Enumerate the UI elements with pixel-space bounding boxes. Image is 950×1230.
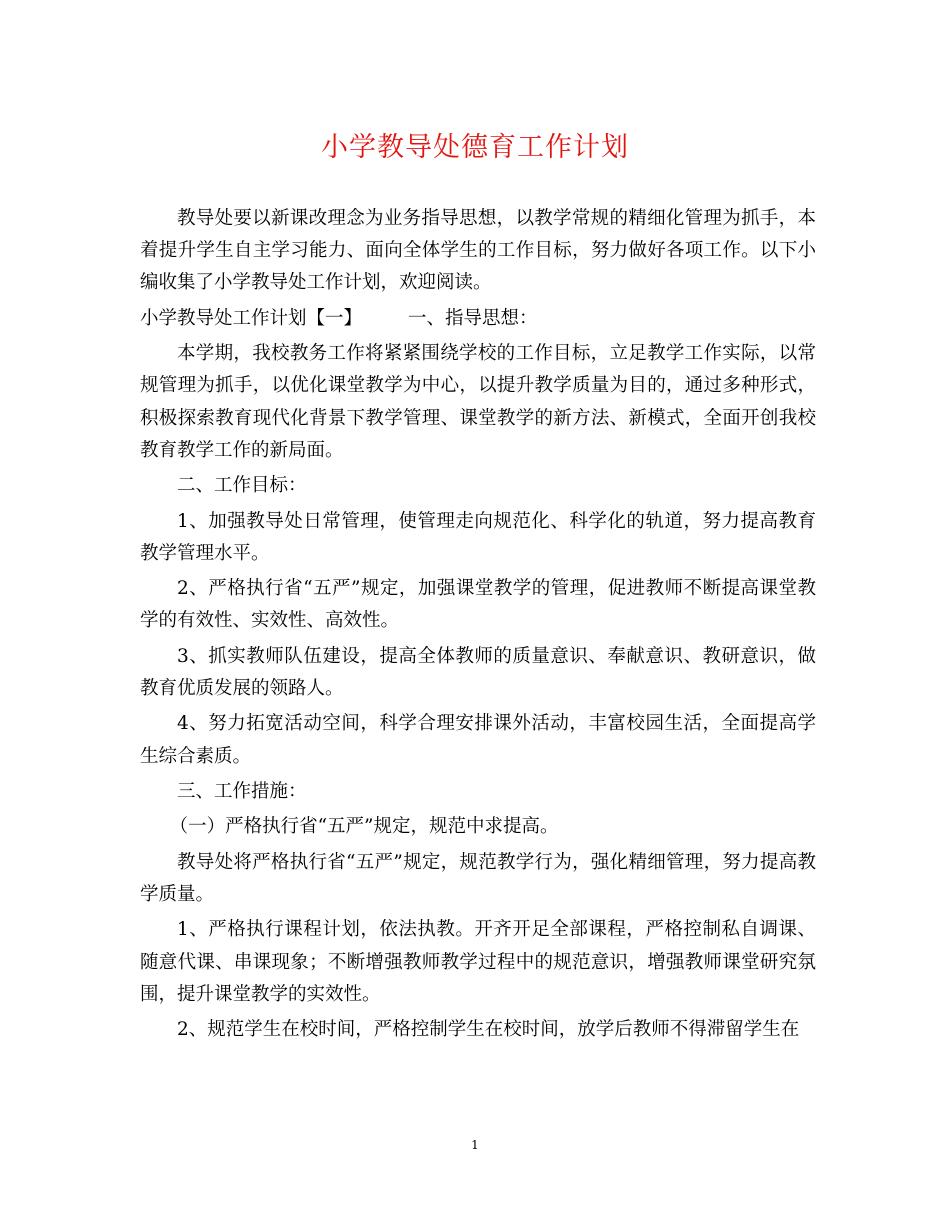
measure1-paragraph: 教导处将严格执行省“五严”规定，规范教学行为，强化精细管理，努力提高教学质量。 (140, 851, 816, 905)
section1-paragraph: 本学期，我校教务工作将紧紧围绕学校的工作目标，立足教学工作实际，以常规管理为抓手，以优化课堂教学为中心，以提升教学质量为目的，通过多种形式，积极探索教育现代化背景下教学管理、课堂教学的新方法、新模式，全面开创我校教育教学工作的新局面。 (140, 343, 816, 461)
document-title: 小学教导处德育工作计划 (321, 132, 629, 163)
goal-item: 2、严格执行省“五严”规定，加强课堂教学的管理，促进教师不断提高课堂教学的有效性、实效性、高效性。 (140, 578, 816, 632)
measure-item: 2、规范学生在校时间，严格控制学生在校时间，放学后教师不得滞留学生在 (177, 1019, 800, 1041)
section2-heading: 二、工作目标： (177, 475, 307, 497)
goal-item: 4、努力拓宽活动空间，科学合理安排课外活动，丰富校园生活，全面提高学生综合素质。 (140, 713, 816, 767)
section1-heading: 一、指导思想： (408, 307, 538, 329)
plan-heading: 小学教导处工作计划【一】 (140, 307, 363, 329)
measure1-heading: （一）严格执行省“五严”规定，规范中求提高。 (169, 816, 559, 838)
goal-item: 1、加强教导处日常管理，使管理走向规范化、科学化的轨道，努力提高教育教学管理水平。 (140, 510, 816, 564)
document-body (140, 203, 816, 1050)
measure-item: 1、严格执行课程计划，依法执教。开齐开足全部课程，严格控制私自调课、随意代课、串课现象；不断增强教师教学过程中的规范意识，增强教师课堂研究氛围，提升课堂教学的实效性。 (140, 919, 816, 1005)
section3-heading: 三、工作措施： (177, 780, 307, 802)
intro-paragraph: 教导处要以新课改理念为业务指导思想，以教学常规的精细化管理为抓手，本着提升学生自主学习能力、面向全体学生的工作目标，努力做好各项工作。以下小编收集了小学教导处工作计划，欢迎阅读。 (140, 208, 816, 294)
goal-item: 3、抓实教师队伍建设，提高全体教师的质量意识、奉献意识、教研意识，做教育优质发展的领路人。 (140, 645, 816, 699)
plan-heading-line (140, 303, 816, 335)
page-number: 1 (471, 1138, 479, 1152)
